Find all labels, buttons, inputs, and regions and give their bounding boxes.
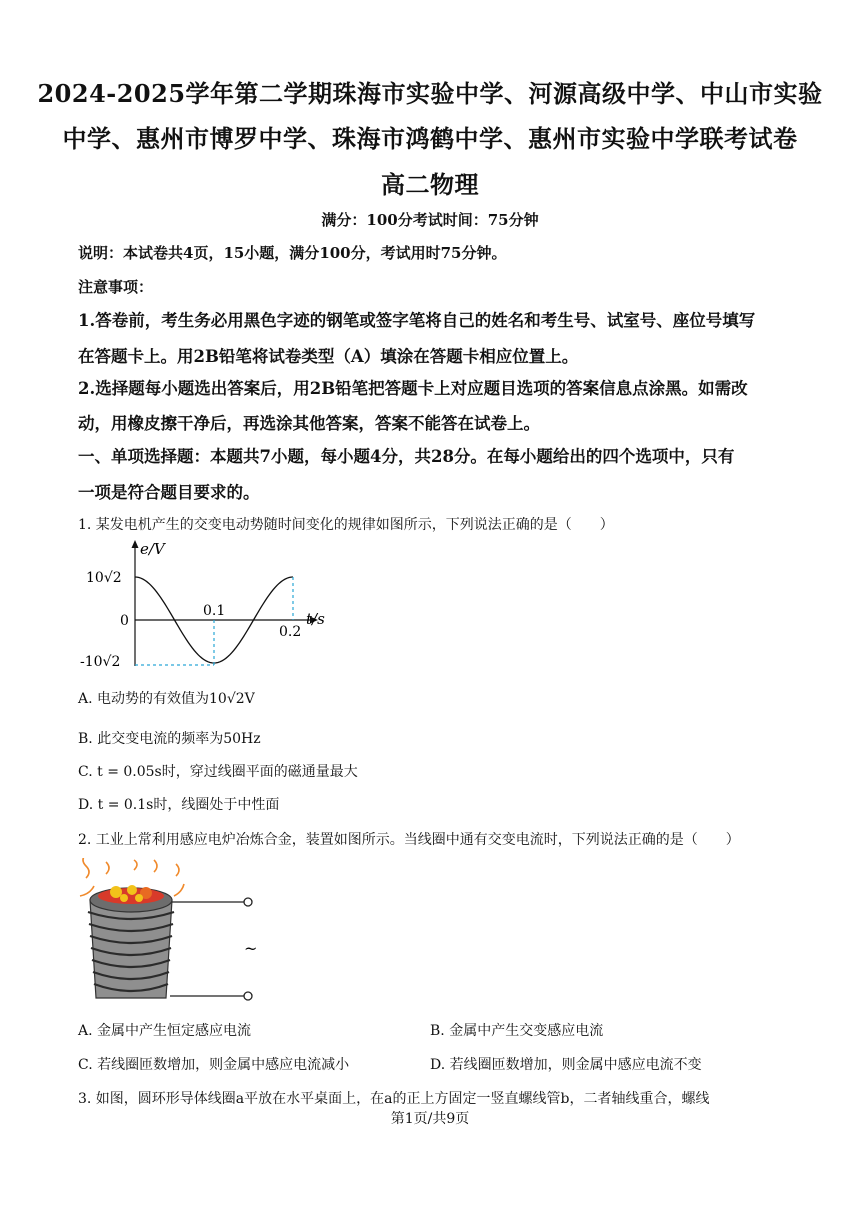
y-axis-arrow-icon xyxy=(132,540,139,548)
q1-option-d[interactable]: D. t = 0.1s时，线圈处于中性面 xyxy=(78,797,280,813)
q2-option-c[interactable]: C. 若线圈匝数增加，则金属中感应电流减小 xyxy=(78,1057,350,1073)
note1-line1: 1.答卷前，考生务必用黑色字迹的钢笔或签字笔将自己的姓名和考生号、试室号、座位号填写 xyxy=(78,311,756,330)
upper-terminal xyxy=(244,898,252,906)
q1-option-a[interactable]: A. 电动势的有效值为10√2V xyxy=(78,691,255,707)
lower-terminal xyxy=(244,992,252,1000)
crucible-body xyxy=(90,900,172,998)
note2-line1: 2.选择题每小题选出答案后，用2B铅笔把答题卡上对应题目选项的答案信息点涂黑。如需改 xyxy=(78,379,748,398)
note2-line2: 动，用橡皮擦干净后，再选涂其他答案，答案不能答在试卷上。 xyxy=(78,414,540,433)
y-axis-label: e/V xyxy=(140,540,165,558)
note1-line2: 在答题卡上。用2B铅笔将试卷类型（A）填涂在答题卡相应位置上。 xyxy=(78,347,579,366)
exam-summary: 说明：本试卷共4页，15小题，满分100分，考试用时75分钟。 xyxy=(78,244,507,262)
q1-stem: 1. 某发电机产生的交变电动势随时间变化的规律如图所示，下列说法正确的是（ ） xyxy=(78,517,614,533)
x-tick-0.1-label: 0.1 xyxy=(203,603,226,619)
origin-label: 0 xyxy=(120,613,129,629)
q1-emf-time-graph xyxy=(76,536,346,676)
q2-stem: 2. 工业上常利用感应电炉冶炼合金，装置如图所示。当线圈中通有交变电流时，下列说法正确的是（ ） xyxy=(78,832,740,848)
notes-heading: 注意事项： xyxy=(78,278,154,296)
exam-title-line1: 2024-2025学年第二学期珠海市实验中学、河源高级中学、中山市实验 xyxy=(37,79,823,108)
x-axis-label: t/s xyxy=(306,610,325,628)
q2-option-a[interactable]: A. 金属中产生恒定感应电流 xyxy=(78,1023,252,1039)
exam-subject-title: 高二物理 xyxy=(381,170,479,199)
y-min-label: -10√2 xyxy=(80,654,121,670)
q1-option-c[interactable]: C. t = 0.05s时，穿过线圈平面的磁通量最大 xyxy=(78,764,358,780)
section1-heading-line1: 一、单项选择题：本题共7小题，每小题4分，共28分。在每小题给出的四个选项中，只有 xyxy=(78,447,735,466)
q2-induction-furnace-figure xyxy=(76,858,276,1008)
q3-stem: 3. 如图，圆环形导体线圈a平放在水平桌面上，在a的正上方固定一竖直螺线管b，二者轴线重合，螺线 xyxy=(78,1091,710,1107)
q1-option-b[interactable]: B. 此交变电流的频率为50Hz xyxy=(78,731,261,747)
y-max-label: 10√2 xyxy=(86,570,122,586)
exam-title-line2: 中学、惠州市博罗中学、珠海市鸿鹤中学、惠州市实验中学联考试卷 xyxy=(62,124,798,153)
x-tick-0.2-label: 0.2 xyxy=(279,624,302,640)
q2-option-d[interactable]: D. 若线圈匝数增加，则金属中感应电流不变 xyxy=(430,1057,702,1073)
q2-option-b[interactable]: B. 金属中产生交变感应电流 xyxy=(430,1023,604,1039)
page-footer: 第1页/共9页 xyxy=(390,1111,470,1127)
molten-metal-icon xyxy=(98,885,164,904)
section1-heading-line2: 一项是符合题目要求的。 xyxy=(78,483,260,502)
ac-source-symbol: ~ xyxy=(244,939,258,958)
score-time-line: 满分：100分考试时间：75分钟 xyxy=(321,211,539,229)
